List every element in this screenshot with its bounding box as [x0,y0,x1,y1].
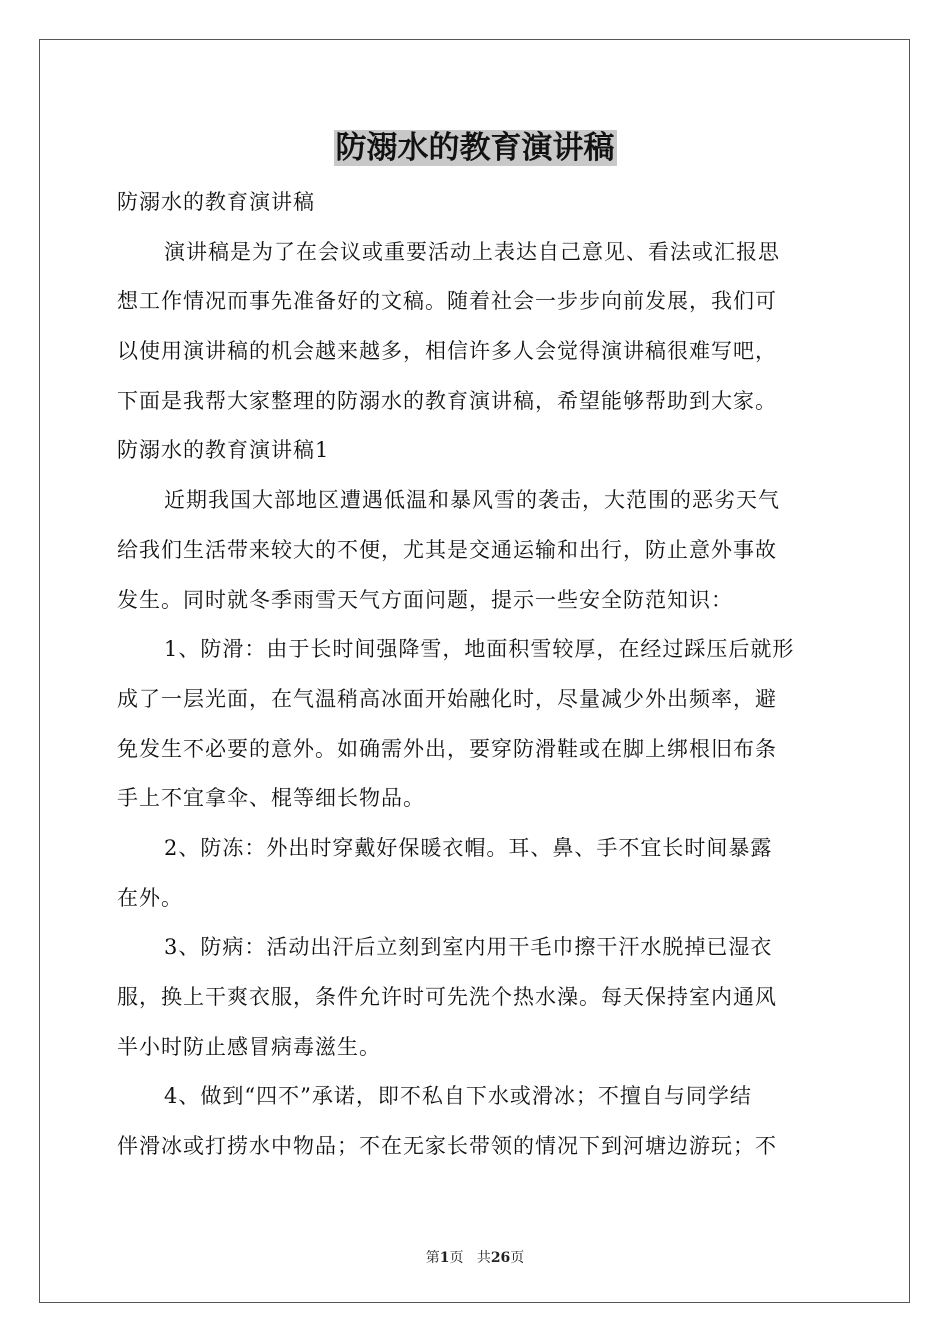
text-line: 想工作情况而事先准备好的文稿。随着社会一步步向前发展，我们可 [117,289,777,314]
text-line: 发生。同时就冬季雨雪天气方面问题，提示一些安全防范知识： [117,587,733,612]
total-suffix: 页 [510,1250,525,1266]
document-body [117,178,835,1172]
text-line: 手上不宜拿伞、棍等细长物品。 [117,786,425,811]
text-line: 3、防病：活动出汗后立刻到室内用干毛巾擦干汗水脱掉已湿衣 [164,935,773,960]
document-title [0,128,950,168]
document-title-text: 防溺水的教育演讲稿 [335,130,615,166]
total-prefix: 共 [476,1250,491,1266]
text-line: 成了一层光面，在气温稍高冰面开始融化时，尽量减少外出频率，避 [117,686,777,711]
text-line: 服，换上干爽衣服，条件允许时可先洗个热水澡。每天保持室内通风 [117,985,777,1009]
text-line: 防溺水的教育演讲稿 [117,190,315,214]
page-suffix: 页 [449,1250,464,1266]
text-line: 以使用演讲稿的机会越来越多，相信许多人会觉得演讲稿很难写吧， [117,339,777,364]
text-line: 4、做到“四不”承诺，即不私自下水或滑冰；不擅自与同学结 [164,1084,752,1109]
text-line: 演讲稿是为了在会议或重要活动上表达自己意见、看法或汇报思 [164,239,780,264]
text-line: 1、防滑：由于长时间强降雪，地面积雪较厚，在经过踩压后就形 [164,637,795,662]
text-line: 近期我国大部地区遭遇低温和暴风雪的袭击，大范围的恶劣天气 [164,488,780,513]
text-line: 免发生不必要的意外。如确需外出，要穿防滑鞋或在脚上绑根旧布条 [117,736,777,761]
page-footer [0,1248,950,1268]
total-pages: 26 [490,1250,511,1266]
page-prefix: 第 [425,1250,440,1266]
text-line: 下面是我帮大家整理的防溺水的教育演讲稿，希望能够帮助到大家。 [117,388,777,413]
text-line: 伴滑冰或打捞水中物品；不在无家长带领的情况下到河塘边游玩；不 [117,1134,777,1159]
text-line: 在外。 [117,885,183,910]
text-line: 2、防冻：外出时穿戴好保暖衣帽。耳、鼻、手不宜长时间暴露 [164,835,773,860]
text-line: 防溺水的教育演讲稿1 [117,438,330,463]
page-number: 1 [439,1250,450,1266]
text-line: 半小时防止感冒病毒滋生。 [117,1034,381,1059]
text-line: 给我们生活带来较大的不便，尤其是交通运输和出行，防止意外事故 [117,537,777,562]
